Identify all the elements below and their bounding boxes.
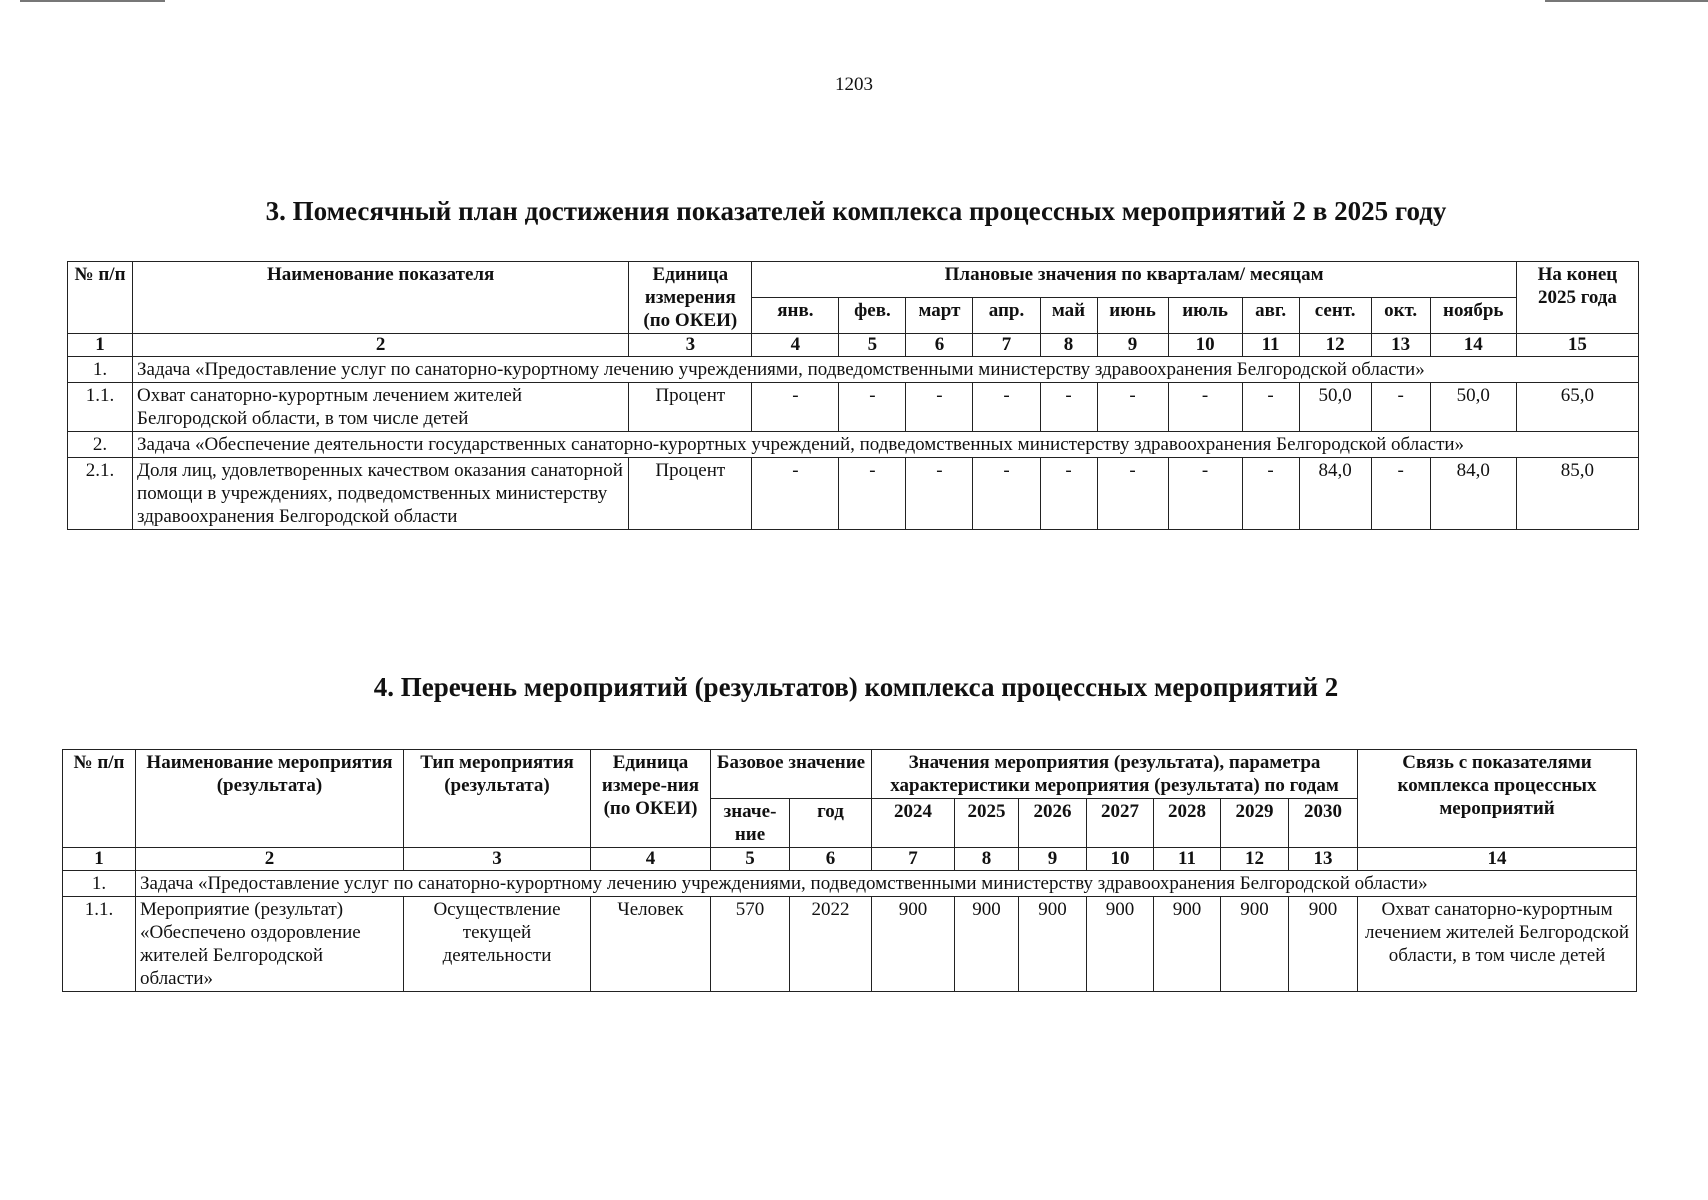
header-month: март (906, 298, 973, 334)
column-number: 4 (591, 848, 711, 871)
column-number: 2 (136, 848, 404, 871)
year-value: 900 (1221, 897, 1289, 992)
end-of-year-value: 85,0 (1516, 458, 1638, 530)
header-month: окт. (1371, 298, 1430, 334)
column-number: 12 (1299, 334, 1371, 357)
task-row (68, 357, 1639, 383)
month-value: 50,0 (1299, 383, 1371, 432)
header-year: 2028 (1154, 799, 1221, 848)
task-num: 1. (63, 871, 136, 897)
month-value: - (1168, 383, 1242, 432)
header-month: фев. (839, 298, 906, 334)
column-number: 2 (133, 334, 629, 357)
header-unit: Единица измерения (по ОКЕИ) (629, 262, 752, 334)
indicator-row (68, 458, 1639, 530)
activity-type: Осуществление текущей деятельности (404, 897, 591, 992)
monthly-plan-table (67, 261, 1639, 530)
task-row (63, 871, 1637, 897)
month-value: 84,0 (1299, 458, 1371, 530)
header-end-of-year: На конец 2025 года (1516, 262, 1638, 334)
month-value: - (1371, 383, 1430, 432)
header-unit: Единица измере-ния (по ОКЕИ) (591, 750, 711, 848)
column-number: 6 (906, 334, 973, 357)
end-of-year-value: 65,0 (1516, 383, 1638, 432)
activity-num: 1.1. (63, 897, 136, 992)
column-numbers-row (68, 334, 1639, 357)
year-value: 900 (1087, 897, 1154, 992)
section-4-title: 4. Перечень мероприятий (результатов) комплекса процессных мероприятий 2 (373, 672, 1339, 702)
activity-unit: Человек (591, 897, 711, 992)
indicator-num: 2.1. (68, 458, 133, 530)
column-number: 9 (1019, 848, 1087, 871)
column-number: 1 (63, 848, 136, 871)
header-month: июнь (1097, 298, 1168, 334)
column-number: 14 (1430, 334, 1516, 357)
header-month: май (1040, 298, 1097, 334)
task-row (68, 432, 1639, 458)
indicator-unit: Процент (629, 383, 752, 432)
scan-edge-line-right (1545, 0, 1708, 2)
column-number: 9 (1097, 334, 1168, 357)
activities-table (62, 749, 1637, 992)
header-activity-name: Наименование мероприятия (результата) (136, 750, 404, 848)
column-number: 15 (1516, 334, 1638, 357)
task-text: Задача «Предоставление услуг по санаторно-курортному лечению учреждениями, подведомственными министерству здравоохранения Белгородской области» (136, 871, 1637, 897)
base-value: 570 (711, 897, 790, 992)
task-text: Задача «Обеспечение деятельности государственных санаторно-курортных учреждений, подведомственных министерству здравоохранения Белгородской области» (133, 432, 1639, 458)
year-value: 900 (1019, 897, 1087, 992)
column-number: 13 (1371, 334, 1430, 357)
header-month: авг. (1242, 298, 1299, 334)
header-base-value-value: значе-ние (711, 799, 790, 848)
activity-name: Мероприятие (результат) «Обеспечено оздоровление жителей Белгородской области» (136, 897, 404, 992)
year-value: 900 (1289, 897, 1358, 992)
header-year: 2025 (955, 799, 1019, 848)
month-value: - (1097, 458, 1168, 530)
header-month: сент. (1299, 298, 1371, 334)
month-value: - (1371, 458, 1430, 530)
column-number: 7 (872, 848, 955, 871)
activity-row (63, 897, 1637, 992)
column-number: 1 (68, 334, 133, 357)
header-year: 2024 (872, 799, 955, 848)
column-number: 5 (711, 848, 790, 871)
month-value: - (1168, 458, 1242, 530)
column-number: 10 (1087, 848, 1154, 871)
task-num: 2. (68, 432, 133, 458)
indicator-unit: Процент (629, 458, 752, 530)
month-value: 84,0 (1430, 458, 1516, 530)
year-value: 900 (955, 897, 1019, 992)
month-value: - (1040, 383, 1097, 432)
year-value: 900 (872, 897, 955, 992)
indicator-name: Доля лиц, удовлетворенных качеством оказания санаторной помощи в учреждениях, подведомственных министерству здравоохранения Белгородской области (133, 458, 629, 530)
indicator-num: 1.1. (68, 383, 133, 432)
header-indicator-name: Наименование показателя (133, 262, 629, 334)
header-base-value: Базовое значение (711, 750, 872, 799)
column-number: 3 (404, 848, 591, 871)
header-base-value-year: год (790, 799, 872, 848)
column-number: 6 (790, 848, 872, 871)
header-planned-values: Плановые значения по кварталам/ месяцам (752, 262, 1516, 298)
header-month: апр. (973, 298, 1040, 334)
column-number: 7 (973, 334, 1040, 357)
header-num: № п/п (63, 750, 136, 848)
base-year: 2022 (790, 897, 872, 992)
month-value: - (1097, 383, 1168, 432)
month-value: - (839, 383, 906, 432)
month-value: - (973, 383, 1040, 432)
month-value: - (752, 383, 839, 432)
month-value: - (973, 458, 1040, 530)
month-value: - (1242, 383, 1299, 432)
column-number: 8 (1040, 334, 1097, 357)
header-link-indicators: Связь с показателями комплекса процессных мероприятий (1358, 750, 1637, 848)
header-year: 2027 (1087, 799, 1154, 848)
header-month: янв. (752, 298, 839, 334)
column-number: 5 (839, 334, 906, 357)
column-number: 4 (752, 334, 839, 357)
month-value: - (752, 458, 839, 530)
column-numbers-row (63, 848, 1637, 871)
section-3-title: 3. Помесячный план достижения показателей комплекса процессных мероприятий 2 в 2025 году (265, 196, 1447, 226)
indicator-row (68, 383, 1639, 432)
header-activity-type: Тип мероприятия (результата) (404, 750, 591, 848)
header-year: 2029 (1221, 799, 1289, 848)
header-num: № п/п (68, 262, 133, 334)
column-number: 14 (1358, 848, 1637, 871)
header-month: июль (1168, 298, 1242, 334)
header-year: 2030 (1289, 799, 1358, 848)
indicator-name: Охват санаторно-курортным лечением жителей Белгородской области, в том числе детей (133, 383, 629, 432)
column-number: 13 (1289, 848, 1358, 871)
month-value: - (1242, 458, 1299, 530)
task-text: Задача «Предоставление услуг по санаторно-курортному лечению учреждениями, подведомственными министерству здравоохранения Белгородской области» (133, 357, 1639, 383)
header-year: 2026 (1019, 799, 1087, 848)
task-num: 1. (68, 357, 133, 383)
month-value: - (839, 458, 906, 530)
page-number: 1203 (835, 74, 873, 95)
month-value: - (906, 383, 973, 432)
linked-indicator: Охват санаторно-курортным лечением жителей Белгородской области, в том числе детей (1358, 897, 1637, 992)
column-number: 3 (629, 334, 752, 357)
column-number: 12 (1221, 848, 1289, 871)
header-month: ноябрь (1430, 298, 1516, 334)
column-number: 8 (955, 848, 1019, 871)
column-number: 11 (1242, 334, 1299, 357)
scan-edge-line-left (20, 0, 165, 2)
month-value: 50,0 (1430, 383, 1516, 432)
header-values-by-year: Значения мероприятия (результата), параметра характеристики мероприятия (результата) по годам (872, 750, 1358, 799)
column-number: 11 (1154, 848, 1221, 871)
year-value: 900 (1154, 897, 1221, 992)
column-number: 10 (1168, 334, 1242, 357)
month-value: - (906, 458, 973, 530)
month-value: - (1040, 458, 1097, 530)
